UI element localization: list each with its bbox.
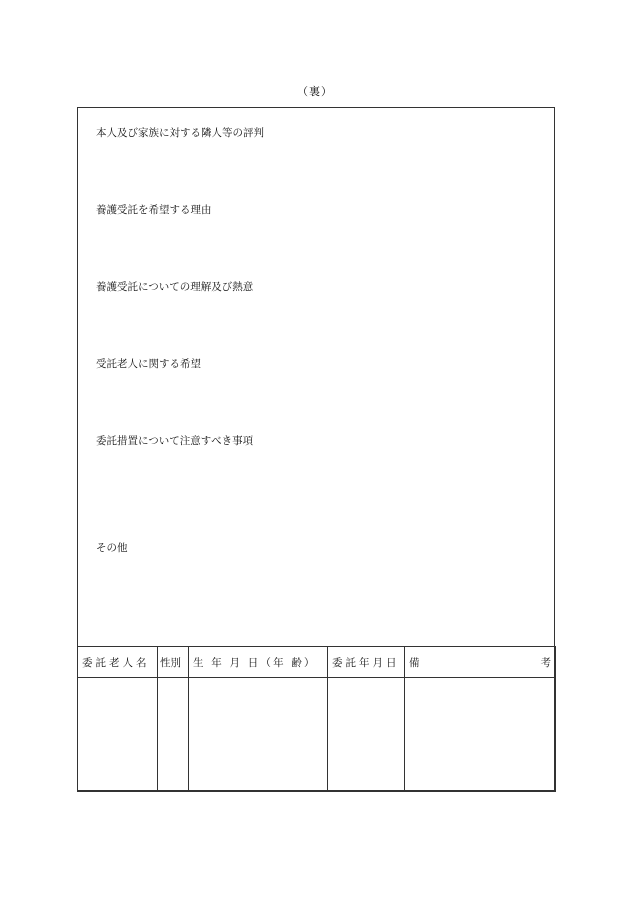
- section-label-preferences-for-elder: 受託老人に関する希望: [96, 358, 201, 370]
- header-sex: 性別: [158, 647, 189, 678]
- section-label-cautions-for-placement: 委託措置について注意すべき事項: [96, 435, 254, 447]
- cell-sex[interactable]: [158, 678, 189, 792]
- cell-placement-date[interactable]: [328, 678, 405, 792]
- cell-birth-date-age[interactable]: [189, 678, 328, 792]
- header-remarks-right: 考: [540, 656, 551, 669]
- header-birth-date-age: 生 年 月 日（年 齢）: [189, 647, 328, 678]
- section-label-neighbor-reputation: 本人及び家族に対する隣人等の評判: [96, 127, 264, 139]
- table-header-row: [78, 647, 556, 678]
- header-remarks: [405, 647, 556, 678]
- section-label-reason-for-application: 養護受託を希望する理由: [96, 204, 212, 216]
- cell-remarks[interactable]: [405, 678, 556, 792]
- placement-records-table: [77, 646, 556, 792]
- header-elder-name: 委託老人名: [78, 647, 158, 678]
- section-label-understanding-and-enthusiasm: 養護受託についての理解及び熱意: [96, 281, 254, 293]
- table-row: [78, 678, 556, 792]
- page-heading: （裏）: [297, 85, 333, 98]
- section-label-other: その他: [96, 542, 128, 554]
- cell-elder-name[interactable]: [78, 678, 158, 792]
- header-remarks-left: 備: [409, 656, 420, 669]
- header-placement-date: 委託年月日: [328, 647, 405, 678]
- form-frame: [77, 107, 555, 791]
